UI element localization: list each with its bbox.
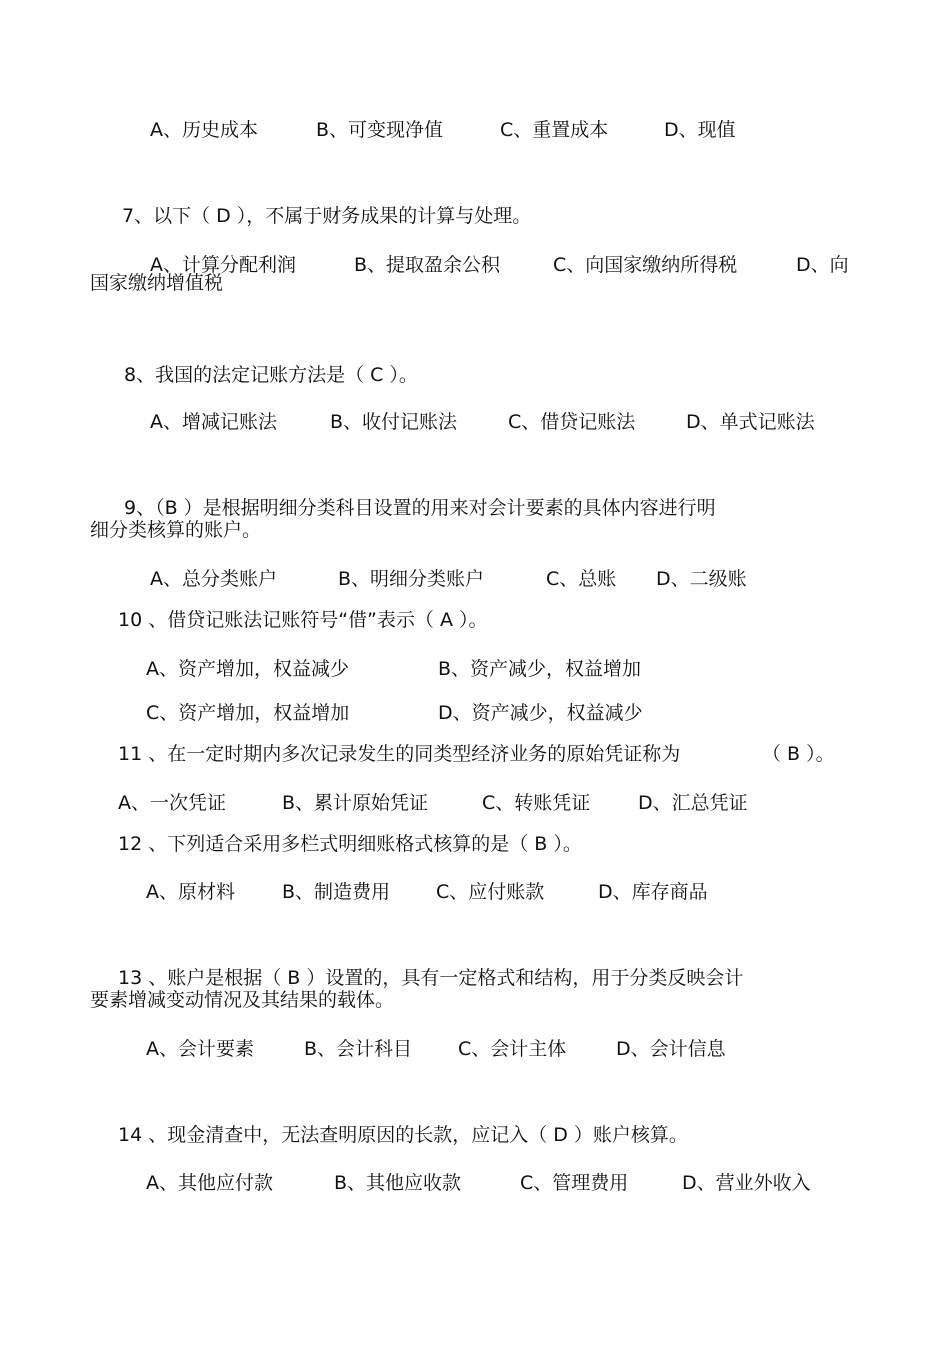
- option-d-continued: 国家缴纳增值税: [90, 272, 224, 294]
- option-a: A、其他应付款: [146, 1172, 273, 1194]
- question-stem-line-2: 细分类核算的账户。: [90, 519, 262, 541]
- question-stem: 7、以下（ D ），不属于财务成果的计算与处理。: [122, 205, 532, 227]
- option-c: C、应付账款: [436, 881, 545, 903]
- question-stem-line-1: 9、（B ）是根据明细分类科目设置的用来对会计要素的具体内容进行明: [124, 497, 716, 519]
- option-c: C、会计主体: [458, 1038, 567, 1060]
- option-b: B、会计科目: [304, 1038, 413, 1060]
- option-d: D、会计信息: [616, 1038, 726, 1060]
- question-stem-line-2: 要素增减变动情况及其结果的载体。: [90, 989, 395, 1011]
- option-a: A、一次凭证: [118, 792, 226, 814]
- question-stem-line-1: 13 、账户是根据（ B ）设置的，具有一定格式和结构，用于分类反映会计: [118, 967, 744, 989]
- option-d: D、单式记账法: [686, 411, 815, 433]
- option-a: A、增减记账法: [150, 411, 277, 433]
- option-c: C、转账凭证: [482, 792, 591, 814]
- question-stem: 8、我国的法定记账方法是（ C ）。: [124, 364, 418, 386]
- option-b: B、明细分类账户: [338, 568, 485, 590]
- option-a: A、计算分配利润: [150, 254, 296, 276]
- question-stem: 10 、借贷记账法记账符号“借”表示（ A ）。: [118, 609, 488, 631]
- option-d: D、二级账: [656, 568, 747, 590]
- option-b: B、资产减少，权益增加: [438, 658, 642, 680]
- option-d: D、营业外收入: [682, 1172, 811, 1194]
- question-answer: （ B ）。: [762, 743, 835, 765]
- option-b: B、制造费用: [282, 881, 391, 903]
- option-b: B、收付记账法: [330, 411, 458, 433]
- option-a: A、会计要素: [146, 1038, 254, 1060]
- option-c: C、总账: [546, 568, 617, 590]
- option-a: A、历史成本: [150, 119, 258, 141]
- option-b: B、其他应收款: [334, 1172, 462, 1194]
- option-c: C、资产增加，权益增加: [146, 702, 350, 724]
- option-c: C、管理费用: [520, 1172, 629, 1194]
- option-a: A、原材料: [146, 881, 235, 903]
- question-stem: 11 、在一定时期内多次记录发生的同类型经济业务的原始凭证称为: [118, 743, 681, 765]
- option-d: D、资产减少，权益减少: [438, 702, 643, 724]
- option-a: A、资产增加，权益减少: [146, 658, 349, 680]
- option-d: D、现值: [664, 119, 736, 141]
- option-c: C、向国家缴纳所得税: [553, 254, 738, 276]
- option-d: D、向: [796, 254, 849, 276]
- option-b: B、提取盈余公积: [354, 254, 501, 276]
- question-stem: 14 、现金清查中，无法查明原因的长款，应记入（ D ）账户核算。: [118, 1124, 688, 1146]
- option-c: C、借贷记账法: [508, 411, 636, 433]
- option-c: C、重置成本: [500, 119, 609, 141]
- option-d: D、库存商品: [598, 881, 708, 903]
- option-d: D、汇总凭证: [638, 792, 748, 814]
- option-a: A、总分类账户: [150, 568, 277, 590]
- option-b: B、可变现净值: [316, 119, 444, 141]
- question-stem: 12 、下列适合采用多栏式明细账格式核算的是（ B ）。: [118, 833, 582, 855]
- option-b: B、累计原始凭证: [282, 792, 429, 814]
